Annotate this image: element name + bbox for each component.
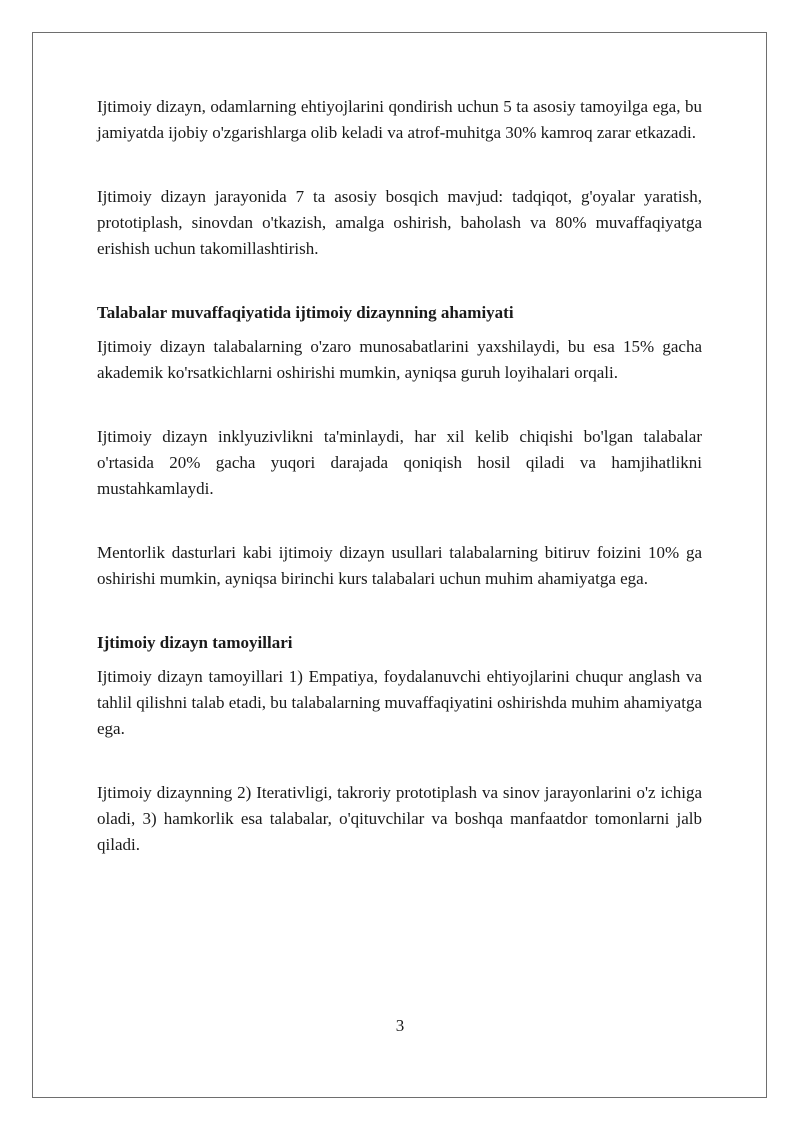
section-heading: Talabalar muvaffaqiyatida ijtimoiy dizaynning ahamiyati [97, 303, 514, 322]
page-number: 3 [395, 1016, 405, 1035]
page-content [97, 94, 702, 858]
section-heading: Ijtimoiy dizayn tamoyillari [97, 633, 293, 652]
paragraph: Ijtimoiy dizaynning 2) Iterativligi, takroriy prototiplash va sinov jarayonlarini o'z ichiga oladi, 3) hamkorlik esa talabalar, o'qituvchilar va boshqa manfaatdor tomonlarni jalb qiladi. [97, 783, 702, 854]
paragraph: Ijtimoiy dizayn jarayonida 7 ta asosiy bosqich mavjud: tadqiqot, g'oyalar yaratish, prototiplash, sinovdan o'tkazish, amalga oshirish, baholash va 80% muvaffaqiyatga erishish uchun takomillashtirish. [97, 187, 702, 258]
paragraph: Ijtimoiy dizayn inklyuzivlikni ta'minlaydi, har xil kelib chiqishi bo'lgan talabalar o'rtasida 20% gacha yuqori darajada qoniqish hosil qiladi va hamjihatlikni mustahkamlaydi. [97, 427, 702, 498]
paragraph: Ijtimoiy dizayn talabalarning o'zaro munosabatlarini yaxshilaydi, bu esa 15% gacha akademik ko'rsatkichlarni oshirishi mumkin, ayniqsa guruh loyihalari orqali. [97, 337, 702, 382]
paragraph: Mentorlik dasturlari kabi ijtimoiy dizayn usullari talabalarning bitiruv foizini 10% ga oshirishi mumkin, ayniqsa birinchi kurs talabalari uchun muhim ahamiyatga ega. [97, 543, 702, 588]
paragraph: Ijtimoiy dizayn tamoyillari 1) Empatiya, foydalanuvchi ehtiyojlarini chuqur anglash va tahlil qilishni talab etadi, bu talabalarning muvaffaqiyatini oshirishda muhim ahamiyatga ega. [97, 667, 702, 738]
paragraph: Ijtimoiy dizayn, odamlarning ehtiyojlarini qondirish uchun 5 ta asosiy tamoyilga ega, bu jamiyatda ijobiy o'zgarishlarga olib keladi va atrof-muhitga 30% kamroq zarar etkazadi. [97, 97, 702, 142]
